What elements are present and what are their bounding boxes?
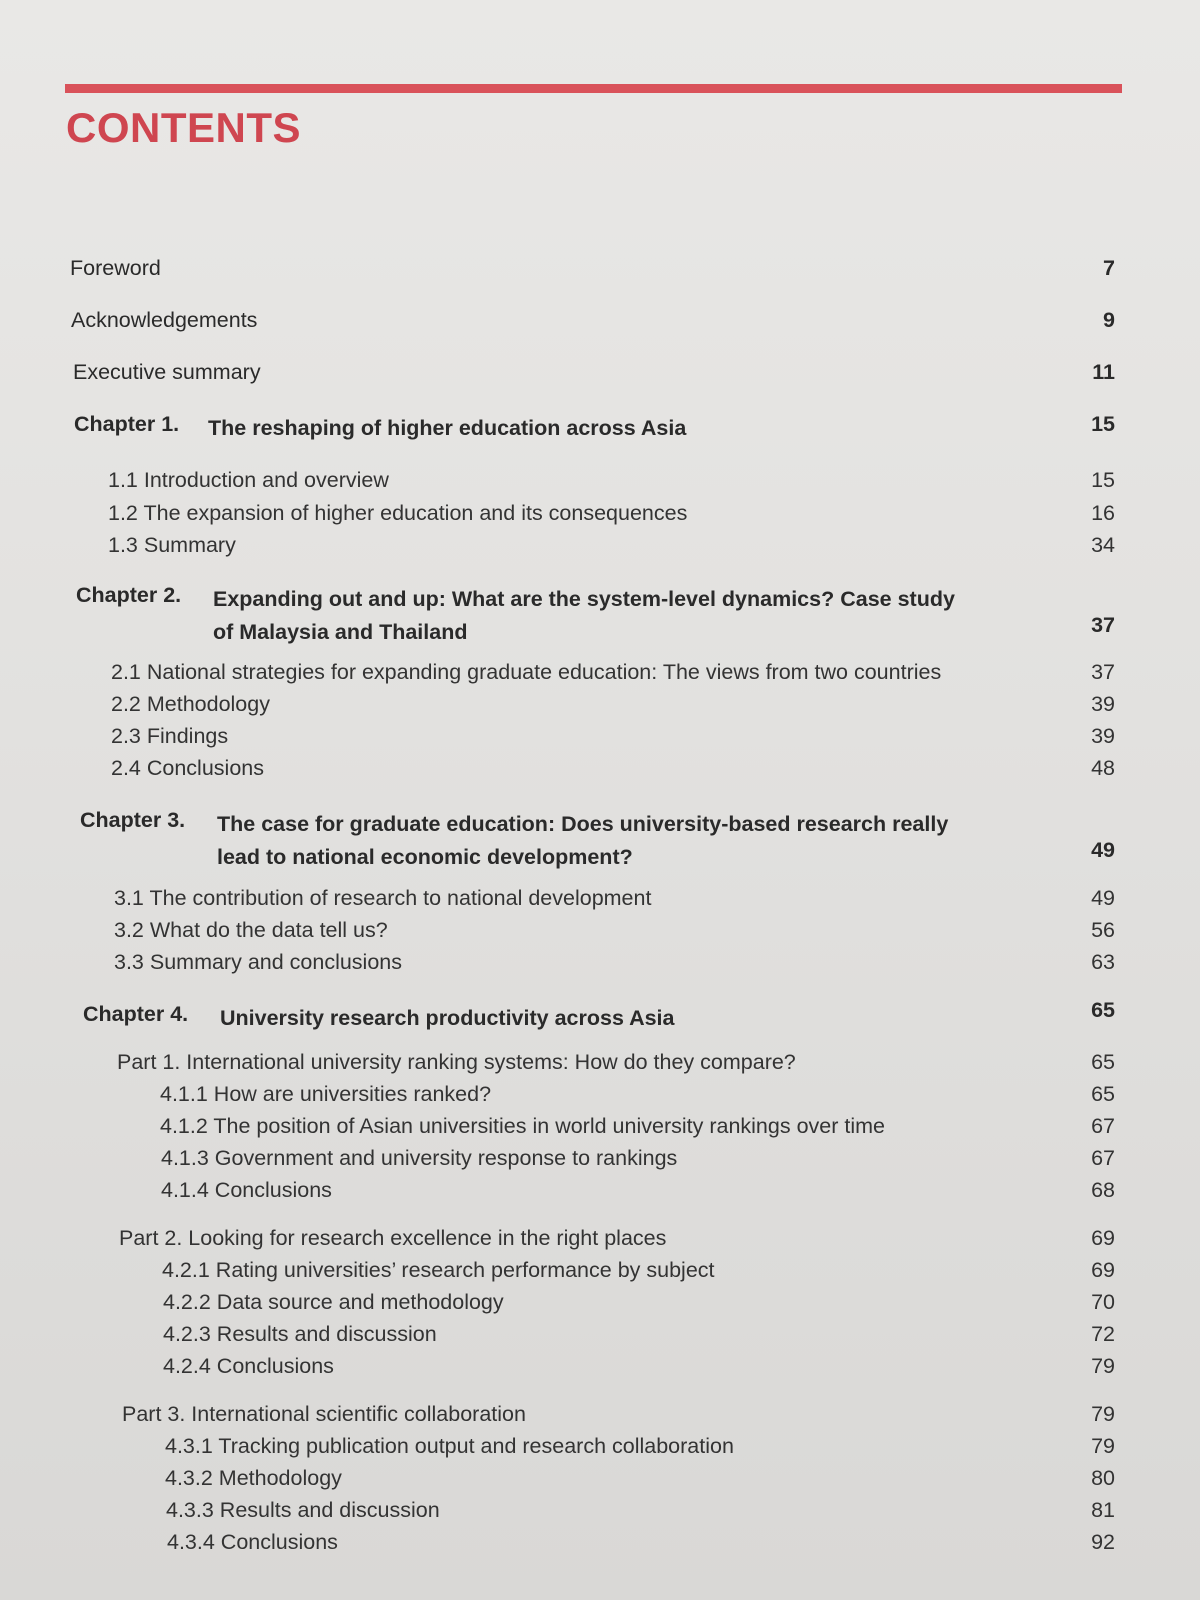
section-label: 3.1 The contribution of research to national development [114,886,652,910]
section-page: 49 [1091,886,1115,910]
section-label: 2.1 National strategies for expanding graduate education: The views from two countries [111,660,942,684]
section-label: 2.2 Methodology [111,692,270,716]
red-rule [65,84,1122,93]
chapter-title: The case for graduate education: Does university-based research really lead to national economic development? [217,812,949,869]
part-page: 65 [1091,1050,1115,1074]
section-label: 4.1.1 How are universities ranked? [160,1082,492,1106]
section-label: 2.3 Findings [111,724,229,748]
page-title: CONTENTS [66,104,301,151]
toc-entry-page: 11 [1092,360,1115,384]
chapter-label: Chapter 2. [76,583,182,607]
section-page: 39 [1091,724,1115,748]
chapter-label: Chapter 3. [80,808,186,832]
chapter-title: Expanding out and up: What are the system-level dynamics? Case study of Malaysia and Thailand [213,587,955,644]
section-page: 72 [1091,1322,1115,1346]
section-label: 4.3.3 Results and discussion [166,1498,440,1522]
section-label: 4.1.3 Government and university response to rankings [161,1146,678,1170]
section-page: 81 [1091,1498,1115,1522]
section-label: 3.3 Summary and conclusions [114,950,403,974]
section-label: 4.2.4 Conclusions [163,1354,334,1378]
part-page: 69 [1091,1226,1115,1250]
part-page: 79 [1091,1402,1115,1426]
section-label: 1.2 The expansion of higher education and its consequences [108,501,688,525]
chapter-title: The reshaping of higher education across Asia [208,416,687,440]
toc-entry-label: Acknowledgements [71,308,258,332]
section-label: 1.1 Introduction and overview [108,468,389,492]
section-page: 39 [1091,692,1115,716]
chapter-label: Chapter 4. [83,1002,189,1026]
section-page: 70 [1091,1290,1115,1314]
section-page: 48 [1091,756,1115,780]
section-page: 79 [1091,1434,1115,1458]
section-label: 4.3.2 Methodology [165,1466,342,1490]
section-page: 37 [1091,660,1115,684]
section-page: 69 [1091,1258,1115,1282]
section-page: 34 [1091,533,1115,557]
section-page: 63 [1091,950,1115,974]
section-page: 79 [1091,1354,1115,1378]
toc-entry-label: Foreword [70,256,161,280]
chapter-page: 15 [1091,412,1115,436]
chapter-page: 37 [1091,613,1115,637]
section-label: 1.3 Summary [108,533,236,557]
section-label: 4.3.1 Tracking publication output and research collaboration [165,1434,734,1458]
section-page: 15 [1091,468,1115,492]
section-label: 4.3.4 Conclusions [167,1530,338,1554]
section-page: 16 [1091,501,1115,525]
chapter-title: University research productivity across Asia [220,1006,675,1030]
section-page: 67 [1091,1114,1115,1138]
section-label: 2.4 Conclusions [111,756,264,780]
section-page: 56 [1091,918,1115,942]
section-page: 67 [1091,1146,1115,1170]
section-page: 80 [1091,1466,1115,1490]
section-page: 92 [1091,1530,1115,1554]
section-label: 4.2.1 Rating universities’ research performance by subject [162,1258,715,1282]
chapter-page: 65 [1091,998,1115,1022]
toc-entry-label: Executive summary [73,360,261,384]
part-label: Part 1. International university ranking systems: How do they compare? [117,1050,796,1074]
section-label: 4.2.3 Results and discussion [163,1322,437,1346]
section-label: 4.2.2 Data source and methodology [163,1290,504,1314]
section-label: 3.2 What do the data tell us? [114,918,388,942]
part-label: Part 3. International scientific collaboration [122,1402,526,1426]
section-label: 4.1.2 The position of Asian universities in world university rankings over time [160,1114,885,1138]
section-label: 4.1.4 Conclusions [161,1178,332,1202]
section-page: 68 [1091,1178,1115,1202]
part-label: Part 2. Looking for research excellence in the right places [119,1226,667,1250]
chapter-label: Chapter 1. [74,412,180,436]
section-page: 65 [1091,1082,1115,1106]
chapter-page: 49 [1091,838,1115,862]
toc-entry-page: 9 [1103,308,1115,332]
toc-entry-page: 7 [1103,256,1115,280]
